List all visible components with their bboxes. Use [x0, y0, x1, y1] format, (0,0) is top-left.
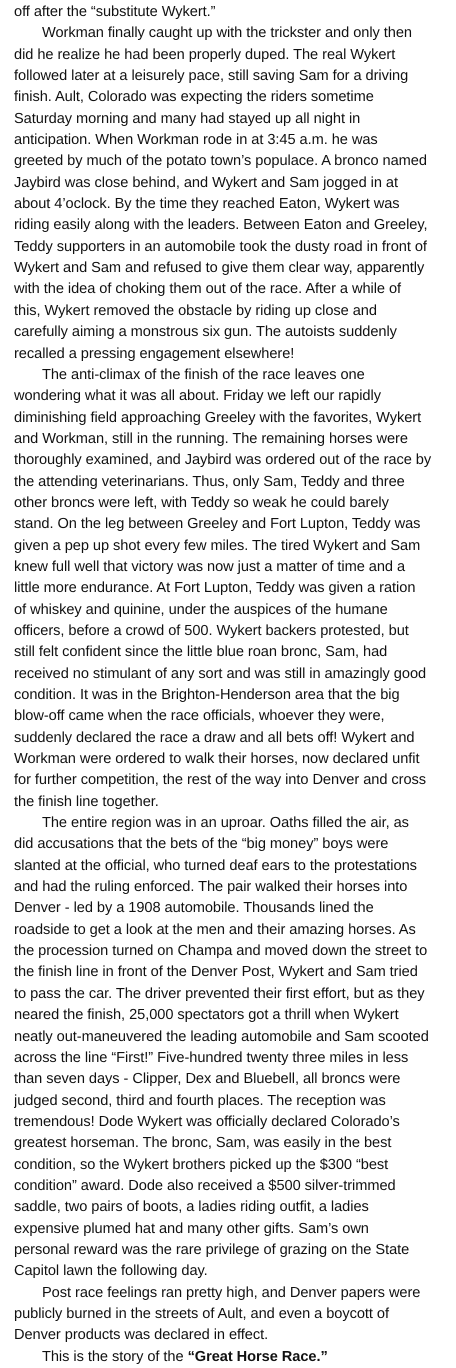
text-line: than seven days - Clipper, Dex and Bluebell, all broncs were: [14, 1071, 401, 1088]
text-line: Post race feelings ran pretty high, and Denver papers were: [42, 1284, 421, 1301]
paragraph: [14, 23, 450, 365]
text-line: personal reward was the rare privilege of grazing on the State: [14, 1241, 410, 1258]
text-line: across the line “First!” Five-hundred twenty three miles in less: [14, 1049, 409, 1066]
text-line: condition, so the Wykert brothers picked up the $300 “best: [14, 1156, 389, 1173]
text-line: carefully aiming a monstrous six gun. The autoists suddenly: [14, 324, 397, 341]
text-line: the attending veterinarians. Thus, only Sam, Teddy and three: [14, 473, 405, 490]
text-line: given a pep up shot every few miles. The tired Wykert and Sam: [14, 537, 421, 554]
text-line: suddenly declared the race a draw and all bets off! Wykert and: [14, 729, 415, 746]
text-line: the finish line in front of the Denver Post, Wykert and Sam tried: [14, 964, 418, 981]
text-line: finish. Ault, Colorado was expecting the riders sometime: [14, 89, 374, 106]
text-line: for further competition, the rest of the way into Denver and cross: [14, 772, 427, 789]
text-line: Saturday morning and many had stayed up all night in: [14, 110, 361, 127]
text-line: neatly out-maneuvered the leading automobile and Sam scooted: [14, 1028, 429, 1045]
text-line: Teddy supporters in an automobile took the dusty road in front of: [14, 238, 427, 255]
text-line: stand. On the leg between Greeley and Fort Lupton, Teddy was: [14, 516, 421, 533]
closing-line: [14, 1347, 450, 1368]
text-line: saddle, two pairs of boots, a ladies riding outfit, a ladies: [14, 1199, 369, 1216]
text-line: expensive plumed hat and many other gifts. Sam’s own: [14, 1220, 369, 1237]
text-line: Workman finally caught up with the trickster and only then: [42, 25, 412, 42]
text-line: still felt confident since the little blue roan bronc, Sam, had: [14, 644, 388, 661]
closing-emphasis: “Great Horse Race.”: [187, 1348, 328, 1365]
text-line: this, Wykert removed the obstacle by riding up close and: [14, 302, 377, 319]
text-line: slanted at the official, who turned deaf ears to the protestations: [14, 857, 417, 874]
text-line: blow-off came when the race officials, whoever they were,: [14, 708, 385, 725]
text-line: riding easily along with the leaders. Between Eaton and Greeley,: [14, 217, 428, 234]
text-line: off after the “substitute Wykert.”: [14, 4, 216, 20]
text-line: other broncs were left, with Teddy so weak he could barely: [14, 494, 389, 511]
text-line: anticipation. When Workman rode in at 3:45 a.m. he was: [14, 132, 378, 149]
text-line: publicly burned in the streets of Ault, and even a boycott of: [14, 1305, 390, 1322]
text-line: greeted by much of the potato town’s populace. A bronco named: [14, 153, 427, 170]
text-line: knew full well that victory was now just a matter of time and a: [14, 558, 406, 575]
text-line: The anti-climax of the finish of the race leaves one: [42, 366, 365, 383]
paragraph: [14, 2, 450, 23]
text-line: to pass the car. The driver prevented their first effort, but as they: [14, 985, 425, 1002]
text-line: officers, before a crowd of 500. Wykert backers protested, but: [14, 622, 409, 639]
text-line: did accusations that the bets of the “big money” boys were: [14, 836, 389, 853]
text-line: Jaybird was close behind, and Wykert and Sam jogged in at: [14, 174, 398, 191]
text-line: The entire region was in an uproar. Oaths filled the air, as: [42, 815, 409, 832]
text-line: wondering what it was all about. Friday we left our rapidly: [14, 388, 381, 405]
text-line: condition. It was in the Brighton-Henderson area that the big: [14, 687, 400, 703]
text-line: did he realize he had been properly duped. The real Wykert: [14, 46, 396, 63]
text-line: about 4’oclock. By the time they reached Eaton, Wykert was: [14, 196, 400, 213]
text-line: little more endurance. At Fort Lupton, Teddy was given a ration: [14, 580, 416, 597]
text-line: Wykert and Sam and refused to give them clear way, apparently: [14, 260, 425, 277]
paragraph: [14, 1283, 450, 1347]
text-line: judged second, third and fourth places. The reception was: [14, 1092, 386, 1109]
text-line: with the idea of choking them out of the race. After a while of: [14, 281, 402, 298]
text-line: Denver - led by a 1908 automobile. Thousands lined the: [14, 900, 374, 917]
text-line: diminishing field approaching Greeley with the favorites, Wykert: [14, 409, 422, 426]
text-line: roadside to get a look at the men and their amazing horses. As: [14, 921, 416, 938]
closing-prefix: This is the story of the: [42, 1348, 188, 1365]
text-line: and Workman, still in the running. The remaining horses were: [14, 430, 408, 447]
text-line: recalled a pressing engagement elsewhere!: [14, 345, 295, 362]
text-line: the procession turned on Champa and moved down the street to: [14, 943, 428, 960]
text-line: received no stimulant of any sort and was still in amazingly good: [14, 665, 427, 682]
text-line: the finish line together.: [14, 793, 159, 810]
article-body: [14, 2, 450, 1347]
text-line: greatest horseman. The bronc, Sam, was easily in the best: [14, 1135, 392, 1152]
text-line: neared the finish, 25,000 spectators got a thrill when Wykert: [14, 1007, 399, 1024]
text-line: thoroughly examined, and Jaybird was ordered out of the race by: [14, 452, 432, 469]
text-line: condition” award. Dode also received a $500 silver-trimmed: [14, 1177, 396, 1194]
text-line: and had the ruling enforced. The pair walked their horses into: [14, 879, 408, 896]
text-line: Workman were ordered to walk their horses, now declared unfit: [14, 751, 420, 768]
text-line: followed later at a leisurely pace, still saving Sam for a driving: [14, 68, 409, 85]
paragraph: [14, 365, 450, 813]
text-line: tremendous! Dode Wykert was officially declared Colorado’s: [14, 1113, 400, 1130]
text-line: Capitol lawn the following day.: [14, 1263, 208, 1280]
text-line: of whiskey and quinine, under the auspices of the humane: [14, 601, 388, 618]
text-line: Denver products was declared in effect.: [14, 1327, 269, 1344]
paragraph: [14, 813, 450, 1283]
